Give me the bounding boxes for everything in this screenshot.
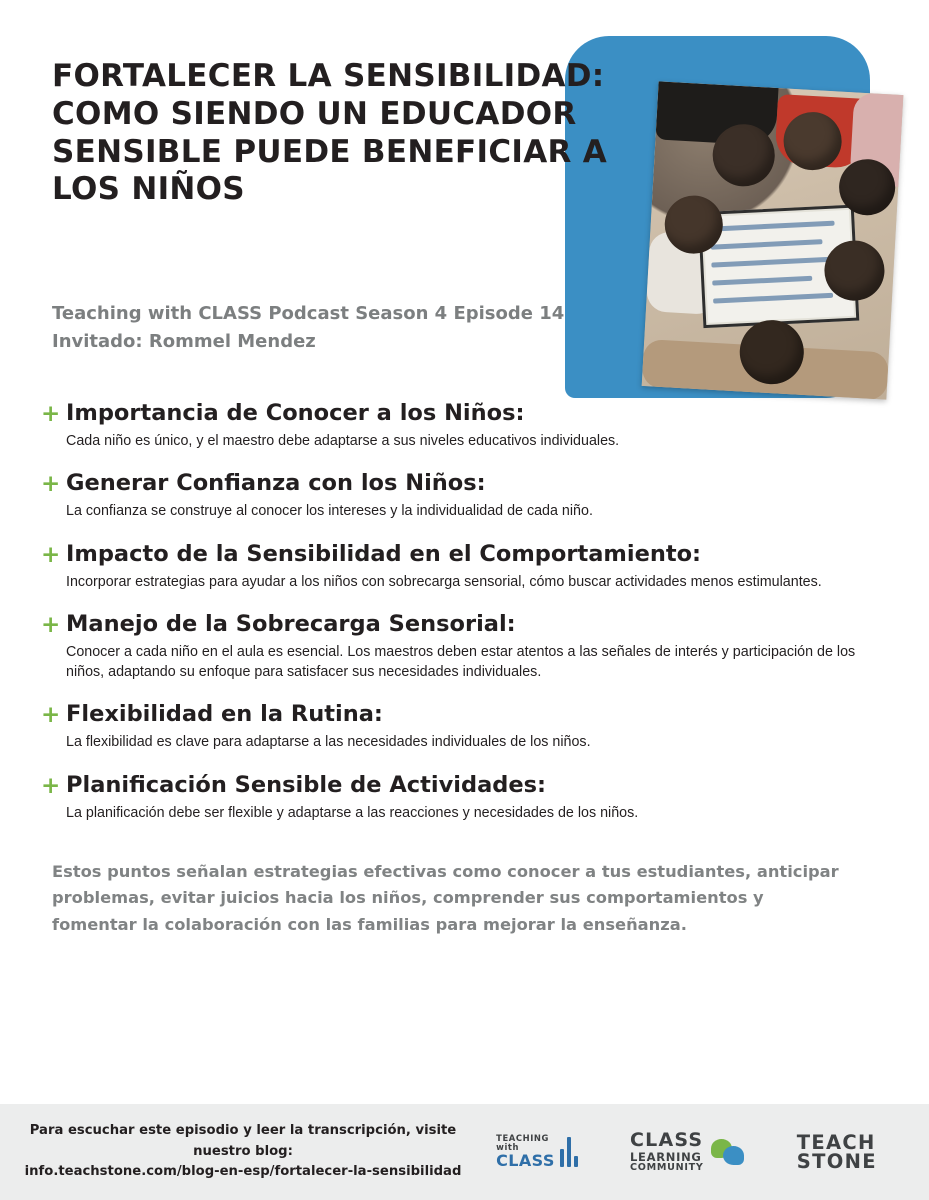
title-block	[52, 58, 612, 209]
list-item-body: Conocer a cada niño en el aula es esencial. Los maestros deben estar atentos a las señales de interés y participación de los niños, adaptando su enfoque para satisfacer sus necesidades individuales.	[66, 643, 856, 681]
plus-icon: +	[41, 611, 61, 638]
teaching-with-class-wordmark	[496, 1134, 555, 1171]
list-item-body: La confianza se construye al conocer los intereses y la individualidad de cada niño.	[66, 503, 593, 520]
footer-logos	[470, 1128, 929, 1173]
list-item	[38, 400, 877, 451]
plus-icon: +	[41, 401, 61, 427]
footer-cta-line1: Para escuchar este episodio y leer la transcripción, visite	[29, 1123, 457, 1139]
classroom-photo	[642, 81, 904, 399]
plus-icon: +	[41, 471, 61, 498]
guest-label: Invitado: Rommel Mendez	[52, 330, 316, 352]
list-item	[38, 541, 877, 592]
teaching-with-class-logo	[496, 1134, 578, 1171]
list-item	[38, 470, 877, 521]
poster-header	[0, 0, 929, 400]
list-item-title: Planificación Sensible de Actividades:	[66, 771, 547, 798]
footer-cta	[0, 1121, 470, 1182]
list-item-body: Incorporar estrategias para ayudar a los niños con sobrecarga sensorial, cómo buscar actividades menos estimulantes.	[66, 573, 822, 590]
clc-line-learning: LEARNING	[630, 1149, 702, 1164]
clc-line-class: CLASS	[630, 1128, 704, 1151]
plus-icon: +	[41, 772, 61, 799]
speech-bubbles-icon	[711, 1137, 745, 1167]
page-title: FORTALECER LA SENSIBILIDAD: COMO SIENDO UN EDUCADOR SENSIBLE PUEDE BENEFICIAR A LOS NIÑOS	[52, 58, 608, 208]
list-item-body: Cada niño es único, y el maestro debe adaptarse a sus niveles educativos individuales.	[66, 433, 620, 449]
plus-icon: +	[41, 702, 61, 729]
twc-word-with: with	[496, 1142, 520, 1153]
bullet-list	[0, 400, 929, 823]
teachstone-logo	[796, 1130, 877, 1173]
list-item-title: Impacto de la Sensibilidad en el Comportamiento:	[66, 540, 702, 567]
footer-blog-link[interactable]: info.teachstone.com/blog-en-esp/fortalecer-la-sensibilidad	[24, 1164, 462, 1180]
list-item-body: La planificación debe ser flexible y adaptarse a las reacciones y necesidades de los niños.	[66, 804, 639, 821]
footer-cta-line2: nuestro blog:	[193, 1143, 293, 1159]
teachstone-line-stone: STONE	[796, 1150, 877, 1173]
list-item-title: Importancia de Conocer a los Niños:	[66, 400, 525, 426]
plus-icon: +	[41, 541, 61, 568]
list-item-title: Generar Confianza con los Niños:	[66, 470, 486, 497]
class-learning-community-logo	[630, 1128, 744, 1173]
clc-wordmark	[630, 1128, 704, 1173]
podcast-episode-label: Teaching with CLASS Podcast Season 4 Episode 14	[52, 303, 565, 324]
list-item	[38, 611, 877, 683]
clc-line-community: COMMUNITY	[630, 1161, 704, 1173]
twc-word-teaching: TEACHING	[496, 1132, 549, 1143]
photo-illustration	[642, 81, 904, 399]
list-item-title: Flexibilidad en la Rutina:	[66, 701, 383, 728]
teachstone-line-teach: TEACH	[796, 1130, 876, 1154]
list-item	[38, 701, 877, 752]
audio-bars-icon	[560, 1137, 578, 1167]
poster-footer	[0, 1104, 929, 1200]
list-item-body: La flexibilidad es clave para adaptarse a las necesidades individuales de los niños.	[66, 734, 591, 751]
twc-word-class: CLASS	[496, 1151, 555, 1171]
list-item	[38, 772, 877, 823]
subtitle-block	[52, 300, 592, 356]
closing-paragraph: Estos puntos señalan estrategias efectivas como conocer a tus estudiantes, anticipar problemas, evitar juicios hacia los niños, comprender sus comportamientos y fomentar la colaboración con las familias para mejorar la enseñanza.	[52, 862, 839, 934]
list-item-title: Manejo de la Sobrecarga Sensorial:	[66, 610, 516, 637]
